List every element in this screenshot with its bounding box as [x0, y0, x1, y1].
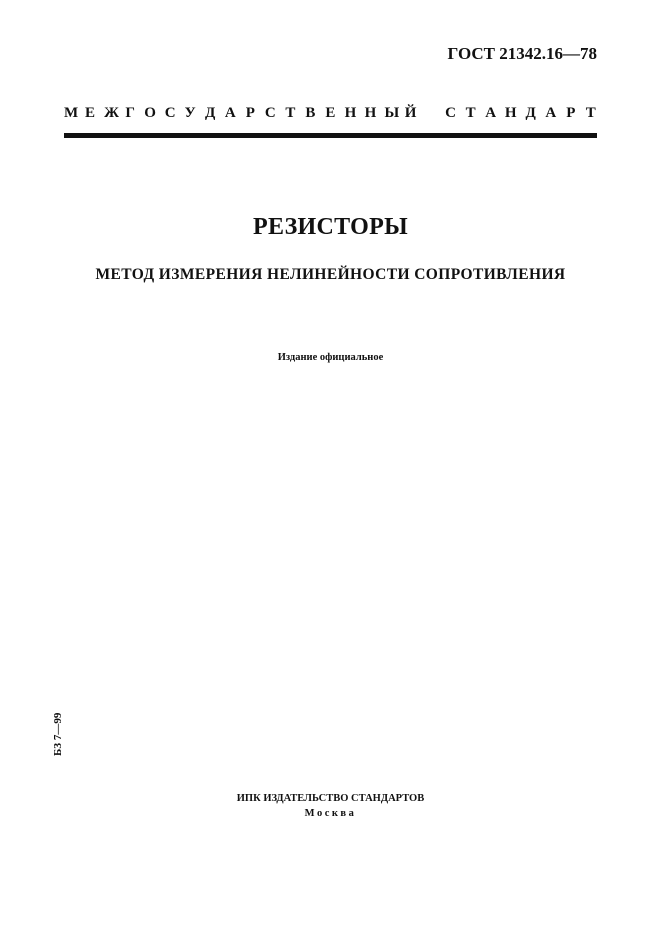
- document-subtitle: МЕТОД ИЗМЕРЕНИЯ НЕЛИНЕЙНОСТИ СОПРОТИВЛЕНИЯ: [95, 266, 566, 283]
- standard-type-letter: М: [64, 105, 79, 121]
- standard-type-letter: В: [305, 105, 316, 121]
- standard-type-letter: Т: [585, 105, 596, 121]
- publisher-city: Москва: [304, 808, 357, 819]
- standard-type-heading: [64, 105, 597, 122]
- standard-type-letter: Г: [125, 105, 135, 121]
- standard-type-letter: Р: [566, 105, 576, 121]
- standard-type-letter: Д: [525, 105, 536, 121]
- standard-type-letter: А: [485, 105, 497, 121]
- standard-type-letter: А: [224, 105, 236, 121]
- standard-type-letter: Н: [504, 105, 517, 121]
- standard-type-letter: Й: [404, 105, 417, 121]
- header-divider: [64, 133, 597, 138]
- standard-type-letter: Т: [285, 105, 296, 121]
- standard-type-letter: Т: [465, 105, 476, 121]
- standard-type-letter: У: [184, 105, 196, 121]
- standard-type-letter: С: [164, 105, 176, 121]
- standard-type-letter: Е: [85, 105, 96, 121]
- edition-note: Издание официальное: [277, 352, 384, 363]
- standard-type-letter: Е: [325, 105, 336, 121]
- standard-type-letter: [425, 105, 437, 122]
- standard-type-letter: О: [144, 105, 156, 121]
- standard-type-letter: С: [264, 105, 276, 121]
- standard-type-letter: Н: [344, 105, 357, 121]
- publisher-name: ИПК ИЗДАТЕЛЬСТВО СТАНДАРТОВ: [236, 793, 425, 804]
- standard-type-letter: Р: [245, 105, 255, 121]
- standard-type-letter: С: [445, 105, 457, 121]
- standard-type-letter: Ы: [384, 105, 400, 121]
- side-catalog-mark: БЗ 7—99: [52, 712, 64, 756]
- standard-type-letter: Д: [205, 105, 216, 121]
- standard-type-letter: А: [545, 105, 557, 121]
- gost-number: ГОСТ 21342.16—78: [447, 44, 597, 63]
- standard-type-letter: Н: [364, 105, 377, 121]
- standard-type-letter: Ж: [104, 105, 119, 121]
- document-title: РЕЗИСТОРЫ: [253, 214, 408, 240]
